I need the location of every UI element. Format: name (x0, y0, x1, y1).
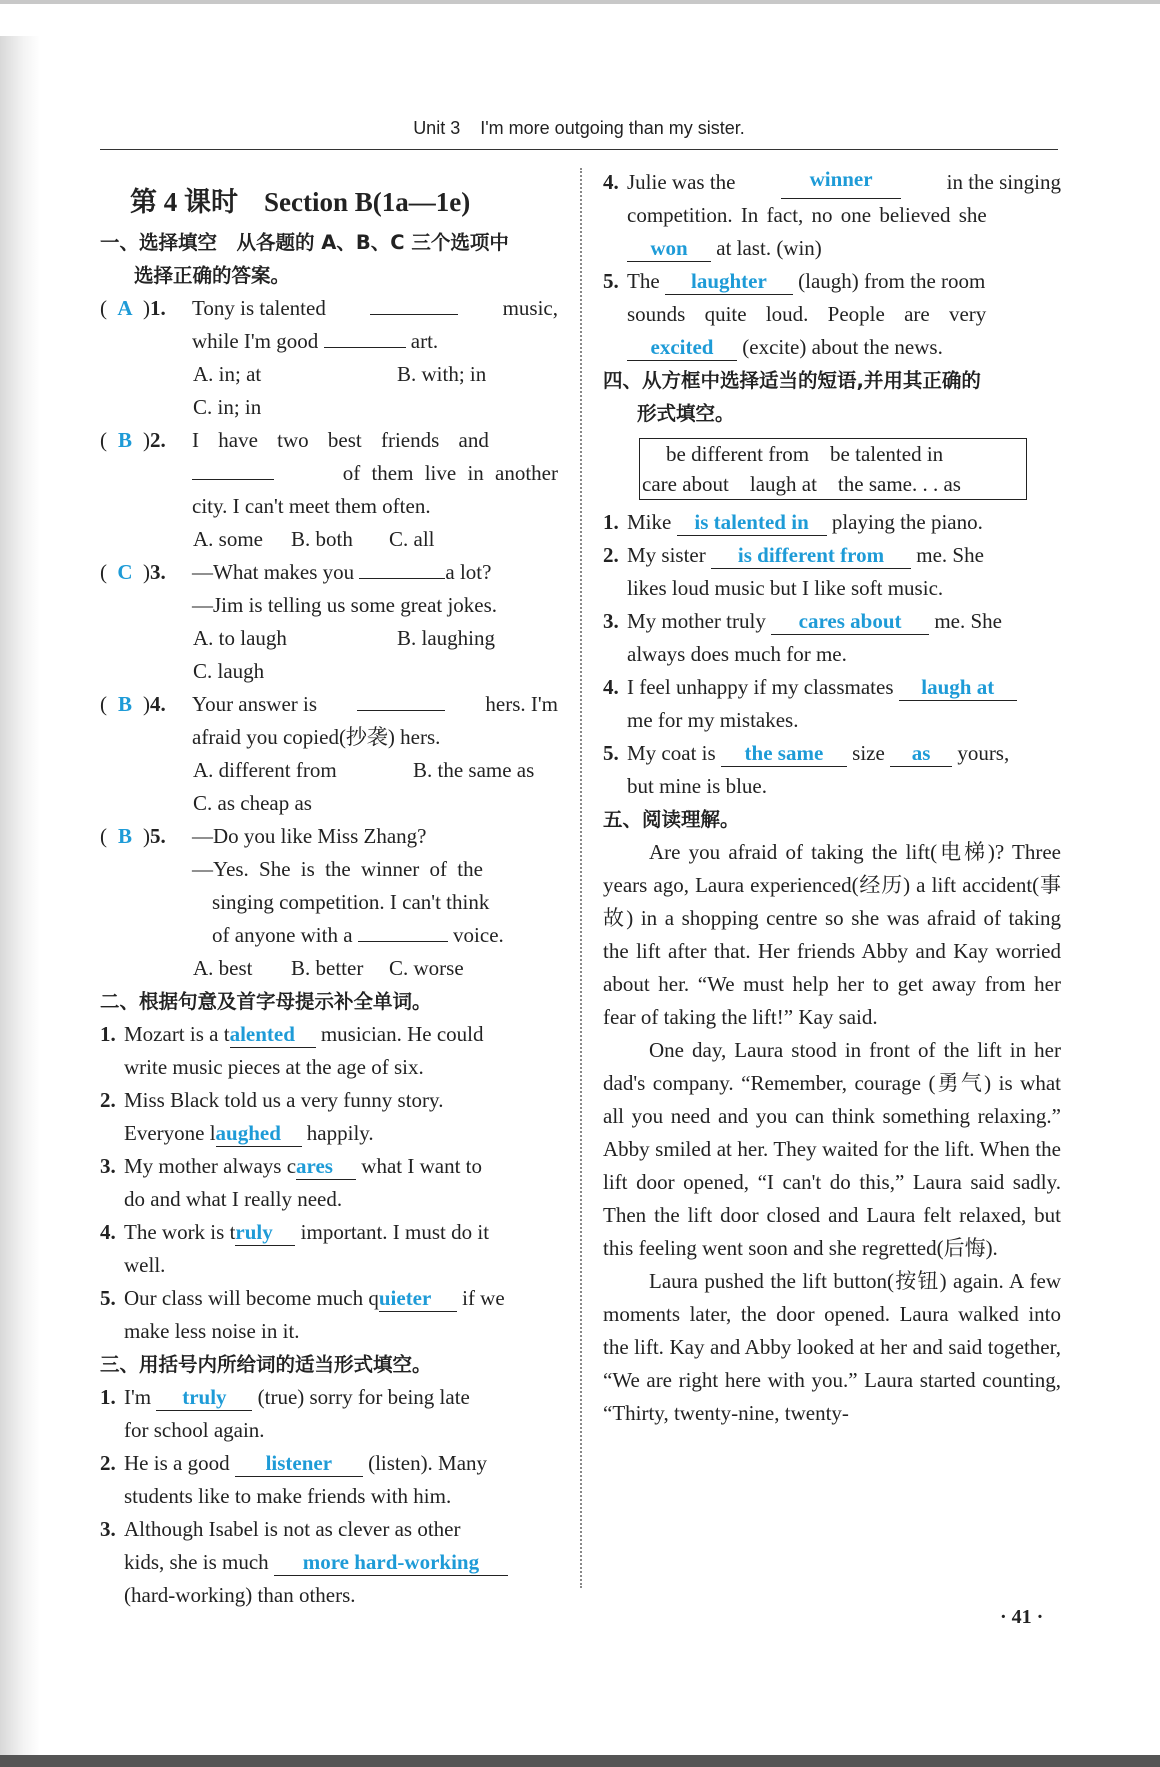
blank (324, 325, 406, 348)
part3-item-4: 4. Julie was the winner in the singing competition. In fact, no one believed she won at last. (win) (603, 167, 1061, 260)
part4-item-3: 3. My mother truly cares about me. She always does much for me. (603, 609, 1002, 666)
reading-paragraph-1: Are you afraid of taking the lift(电梯)? Three years ago, Laura experienced(经历) a lift accident(事故) in a shopping centre so she was afraid of taking the lift after that. Her friends Abby and Kay worried about her. “We must help her to get away from her fear of taking the lift!” Kay said. (603, 840, 1061, 1029)
left-column (100, 170, 558, 1612)
page-shadow (0, 36, 40, 1761)
part2-item-5: 5. Our class will become much quieter if we make less noise in it. (100, 1286, 505, 1343)
blank (358, 919, 448, 942)
header-rule (100, 149, 1058, 150)
part2-item-1: 1. Mozart is a talented musician. He could write music pieces at the age of six. (100, 1022, 484, 1079)
mcq-4: ( B )4. Your answer is hers. I'm afraid you copied(抄袭) hers. (100, 688, 558, 754)
mcq-1: ( A )1. Tony is talented music, while I'm good art. (100, 292, 558, 358)
answer-2: B (117, 428, 132, 452)
options-3b: C. laugh (193, 659, 265, 683)
answer-4: B (117, 692, 132, 716)
part2-title: 二、根据句意及首字母提示补全单词。 (100, 990, 432, 1013)
page-header (100, 118, 1058, 139)
mcq-3: ( C )3. —What makes you a lot? —Jim is telling us some great jokes. (100, 556, 558, 622)
options-1: A. in; at B. with; in (193, 362, 487, 386)
options-2: A. some B. both C. all (193, 527, 435, 551)
bottom-edge (0, 1755, 1160, 1767)
reading-paragraph-2: One day, Laura stood in front of the lift in her dad's company. “Remember, courage (勇气) is what all you need and you can think something relaxing.” Abby smiled at her. They waited for the lift. When the lift door opened, “I can't do this,” Laura said sadly. Then the lift door closed and Laura felt relaxed, but this feeling went soon and she regretted(后悔). (603, 1038, 1061, 1260)
part2-item-3: 3. My mother always cares what I want to do and what I really need. (100, 1154, 483, 1211)
reading-paragraph-3: Laura pushed the lift button(按钮) again. A few moments later, the door opened. Laura walked into the lift. Kay and Abby looked at her and said together, “We are right here with you.” Laura started counting, “Thirty, twenty-nine, twenty- (603, 1269, 1061, 1425)
header-unit: Unit 3 (413, 118, 461, 138)
lesson-number: 第 4 课时 (130, 187, 238, 217)
answer-3: C (117, 560, 133, 584)
blank (192, 457, 274, 480)
top-edge (0, 0, 1160, 4)
lesson-title (130, 182, 558, 222)
phrase-box: be different from be talented in care about laugh at the same. . . as (639, 438, 1027, 500)
blank (370, 292, 458, 315)
part3-item-1: 1. I'm truly (true) sorry for being late for school again. (100, 1385, 470, 1442)
part4-item-4: 4. I feel unhappy if my classmates laugh at me for my mistakes. (603, 671, 1061, 737)
mcq-5: ( B )5. —Do you like Miss Zhang? —Yes. She is the winner of the singing competition. I can't think of anyone with a voice. (100, 820, 558, 952)
blank (357, 688, 445, 711)
part2-item-4: 4. The work is truly important. I must do it well. (100, 1220, 490, 1277)
answer-1: A (117, 296, 133, 320)
part4-title: 四、从方框中选择适当的短语,并用其正确的 (603, 369, 981, 392)
part3-item-3: 3. Although Isabel is not as clever as other kids, she is much more hard-working (hard-working) than others. (100, 1513, 558, 1612)
part3-title: 三、用括号内所给词的适当形式填空。 (100, 1353, 432, 1376)
options-4b: C. as cheap as (193, 791, 312, 815)
options-5: A. best B. better C. worse (193, 956, 464, 980)
part1-title: 一、选择填空 从各题的 A、B、C 三个选项中 (100, 231, 509, 254)
part3-item-5: 5. The laughter (laugh) from the room sounds quite loud. People are very excited (excite) about the news. (603, 269, 987, 359)
blank (359, 556, 445, 579)
right-column (603, 166, 1061, 1430)
header-title: I'm more outgoing than my sister. (480, 118, 745, 138)
part4-title-line2: 形式填空。 (637, 402, 735, 425)
part3-item-2: 2. He is a good listener (listen). Many students like to make friends with him. (100, 1451, 488, 1508)
mcq-2: ( B )2. I have two best friends and of them live in another city. I can't meet them often. (100, 424, 558, 523)
part4-item-2: 2. My sister is different from me. She likes loud music but I like soft music. (603, 543, 984, 600)
part4-item-5: 5. My coat is the same size as yours, but mine is blue. (603, 741, 1010, 798)
options-4: A. different from B. the same as (193, 758, 535, 782)
part4-item-1: 1. Mike is talented in playing the piano. (603, 510, 983, 534)
column-divider (580, 168, 582, 1588)
page-number: · 41 · (1000, 1606, 1044, 1628)
lesson-section: Section B(1a—1e) (264, 187, 471, 217)
answer-5: B (117, 824, 132, 848)
options-3: A. to laugh B. laughing (193, 626, 495, 650)
part5-title: 五、阅读理解。 (603, 808, 740, 831)
part2-item-2: 2. Miss Black told us a very funny story. Everyone laughed happily. (100, 1088, 444, 1145)
part1-title-line2: 选择正确的答案。 (134, 264, 291, 287)
options-1b: C. in; in (193, 395, 262, 419)
